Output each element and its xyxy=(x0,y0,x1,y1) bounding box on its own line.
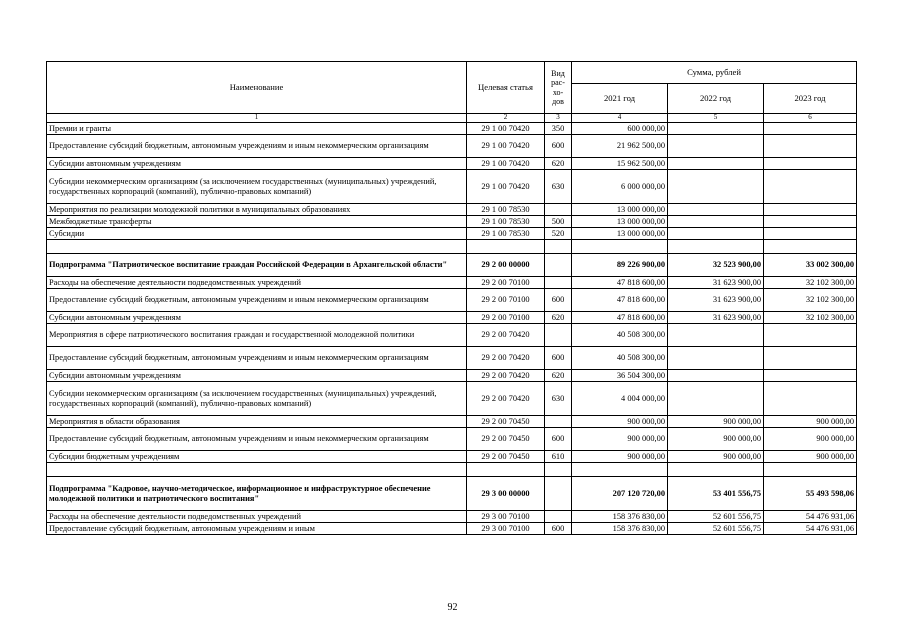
row-name-cell: Подпрограмма "Кадровое, научно-методическое, информационное и инфраструктурное обеспечение молодежной политики и патриотического воспитания" xyxy=(47,477,467,511)
row-expense-type-cell xyxy=(545,416,572,428)
row-sum-2023-cell: 54 476 931,06 xyxy=(764,523,857,535)
row-name-cell: Субсидии автономным учреждениям xyxy=(47,158,467,170)
column-index: 6 xyxy=(764,114,857,123)
row-sum-2023-cell: 900 000,00 xyxy=(764,428,857,451)
row-name-cell: Расходы на обеспечение деятельности подведомственных учреждений xyxy=(47,277,467,289)
row-expense-type-cell: 620 xyxy=(545,312,572,324)
row-sum-2023-cell: 900 000,00 xyxy=(764,416,857,428)
row-sum-2021-cell: 13 000 000,00 xyxy=(572,216,668,228)
table-row xyxy=(47,370,857,382)
column-index: 3 xyxy=(545,114,572,123)
row-sum-2023-cell xyxy=(764,135,857,158)
row-target-cell: 29 2 00 70420 xyxy=(467,370,545,382)
column-index-row xyxy=(47,114,857,123)
header-sum: Сумма, рублей xyxy=(572,62,857,84)
row-sum-2021-cell: 900 000,00 xyxy=(572,451,668,463)
row-target-cell: 29 1 00 70420 xyxy=(467,170,545,204)
row-target-cell: 29 2 00 70100 xyxy=(467,289,545,312)
row-sum-2023-cell xyxy=(764,370,857,382)
row-target-cell: 29 2 00 70100 xyxy=(467,277,545,289)
row-sum-2022-cell xyxy=(668,158,764,170)
table-row xyxy=(47,451,857,463)
row-sum-2023-cell xyxy=(764,204,857,216)
row-name-cell: Субсидии некоммерческим организациям (за исключением государственных (муниципальных) учреждений, государственных корпораций (компаний), публично-правовых компаний) xyxy=(47,382,467,416)
row-expense-type-cell xyxy=(545,477,572,511)
column-index: 4 xyxy=(572,114,668,123)
row-target-cell xyxy=(467,463,545,477)
row-name-cell: Межбюджетные трансферты xyxy=(47,216,467,228)
subprogram-row xyxy=(47,477,857,511)
header-year-2021: 2021 год xyxy=(572,84,668,114)
table-row xyxy=(47,204,857,216)
row-sum-2021-cell: 21 962 500,00 xyxy=(572,135,668,158)
row-target-cell: 29 1 00 70420 xyxy=(467,123,545,135)
row-sum-2021-cell: 900 000,00 xyxy=(572,416,668,428)
row-sum-2021-cell: 4 004 000,00 xyxy=(572,382,668,416)
row-sum-2023-cell: 32 102 300,00 xyxy=(764,312,857,324)
row-target-cell: 29 3 00 70100 xyxy=(467,511,545,523)
row-expense-type-cell: 600 xyxy=(545,347,572,370)
row-sum-2021-cell xyxy=(572,463,668,477)
row-sum-2023-cell: 900 000,00 xyxy=(764,451,857,463)
row-sum-2021-cell: 600 000,00 xyxy=(572,123,668,135)
table-row xyxy=(47,324,857,347)
table-row xyxy=(47,158,857,170)
table-row xyxy=(47,347,857,370)
subprogram-row xyxy=(47,254,857,277)
table-row xyxy=(47,277,857,289)
row-sum-2022-cell: 31 623 900,00 xyxy=(668,289,764,312)
row-sum-2023-cell xyxy=(764,170,857,204)
table-row xyxy=(47,123,857,135)
row-sum-2023-cell: 32 102 300,00 xyxy=(764,289,857,312)
row-sum-2023-cell xyxy=(764,228,857,240)
row-sum-2021-cell: 89 226 900,00 xyxy=(572,254,668,277)
row-sum-2021-cell: 158 376 830,00 xyxy=(572,523,668,535)
table-row xyxy=(47,416,857,428)
row-sum-2021-cell xyxy=(572,240,668,254)
row-sum-2021-cell: 207 120 720,00 xyxy=(572,477,668,511)
row-name-cell: Мероприятия в области образования xyxy=(47,416,467,428)
row-expense-type-cell xyxy=(545,277,572,289)
header-target-article: Целевая статья xyxy=(467,62,545,114)
row-expense-type-cell xyxy=(545,254,572,277)
row-name-cell: Предоставление субсидий бюджетным, автономным учреждениям и иным некоммерческим организациям xyxy=(47,289,467,312)
table-row xyxy=(47,170,857,204)
row-sum-2022-cell: 31 623 900,00 xyxy=(668,312,764,324)
row-name-cell xyxy=(47,240,467,254)
row-sum-2023-cell: 54 476 931,06 xyxy=(764,511,857,523)
row-target-cell: 29 1 00 70420 xyxy=(467,158,545,170)
row-expense-type-cell xyxy=(545,240,572,254)
row-sum-2021-cell: 47 818 600,00 xyxy=(572,277,668,289)
row-name-cell: Субсидии автономным учреждениям xyxy=(47,370,467,382)
row-sum-2022-cell: 53 401 556,75 xyxy=(668,477,764,511)
row-expense-type-cell: 630 xyxy=(545,170,572,204)
row-sum-2021-cell: 47 818 600,00 xyxy=(572,312,668,324)
row-expense-type-cell: 500 xyxy=(545,216,572,228)
header-year-2023: 2023 год xyxy=(764,84,857,114)
row-expense-type-cell xyxy=(545,324,572,347)
column-index: 2 xyxy=(467,114,545,123)
row-sum-2023-cell xyxy=(764,123,857,135)
row-target-cell: 29 1 00 78530 xyxy=(467,204,545,216)
table-row xyxy=(47,289,857,312)
budget-table xyxy=(46,61,857,535)
row-expense-type-cell xyxy=(545,511,572,523)
row-sum-2021-cell: 40 508 300,00 xyxy=(572,324,668,347)
row-name-cell: Мероприятия в сфере патриотического воспитания граждан и государственной молодежной политики xyxy=(47,324,467,347)
row-target-cell xyxy=(467,240,545,254)
row-sum-2022-cell xyxy=(668,123,764,135)
table-row xyxy=(47,382,857,416)
column-index: 1 xyxy=(47,114,467,123)
row-target-cell: 29 2 00 70100 xyxy=(467,312,545,324)
table-row xyxy=(47,135,857,158)
row-sum-2021-cell: 40 508 300,00 xyxy=(572,347,668,370)
row-sum-2022-cell xyxy=(668,228,764,240)
row-sum-2022-cell xyxy=(668,170,764,204)
row-expense-type-cell: 610 xyxy=(545,451,572,463)
row-name-cell: Предоставление субсидий бюджетным, автономным учреждениям и иным некоммерческим организациям xyxy=(47,135,467,158)
row-sum-2023-cell xyxy=(764,158,857,170)
row-expense-type-cell: 600 xyxy=(545,135,572,158)
row-name-cell: Субсидии xyxy=(47,228,467,240)
row-sum-2022-cell xyxy=(668,370,764,382)
row-target-cell: 29 1 00 78530 xyxy=(467,216,545,228)
row-name-cell: Субсидии автономным учреждениям xyxy=(47,312,467,324)
row-expense-type-cell: 620 xyxy=(545,158,572,170)
row-sum-2021-cell: 47 818 600,00 xyxy=(572,289,668,312)
row-name-cell: Субсидии бюджетным учреждениям xyxy=(47,451,467,463)
row-name-cell: Предоставление субсидий бюджетным, автономным учреждениям и иным некоммерческим организациям xyxy=(47,428,467,451)
row-sum-2022-cell: 900 000,00 xyxy=(668,416,764,428)
row-sum-2021-cell: 6 000 000,00 xyxy=(572,170,668,204)
row-sum-2022-cell xyxy=(668,204,764,216)
row-sum-2021-cell: 13 000 000,00 xyxy=(572,228,668,240)
row-expense-type-cell: 520 xyxy=(545,228,572,240)
spacer-row xyxy=(47,463,857,477)
table-row xyxy=(47,511,857,523)
row-expense-type-cell: 600 xyxy=(545,428,572,451)
page-number: 92 xyxy=(447,602,458,613)
row-sum-2022-cell: 900 000,00 xyxy=(668,428,764,451)
row-sum-2022-cell: 900 000,00 xyxy=(668,451,764,463)
row-name-cell: Премии и гранты xyxy=(47,123,467,135)
row-sum-2023-cell xyxy=(764,324,857,347)
header-name: Наименование xyxy=(47,62,467,114)
row-target-cell: 29 1 00 78530 xyxy=(467,228,545,240)
row-expense-type-cell xyxy=(545,204,572,216)
header-year-2022: 2022 год xyxy=(668,84,764,114)
row-target-cell: 29 2 00 00000 xyxy=(467,254,545,277)
row-sum-2022-cell xyxy=(668,347,764,370)
row-sum-2022-cell: 52 601 556,75 xyxy=(668,511,764,523)
row-sum-2023-cell xyxy=(764,382,857,416)
table-row xyxy=(47,216,857,228)
row-name-cell xyxy=(47,463,467,477)
row-target-cell: 29 2 00 70450 xyxy=(467,451,545,463)
row-expense-type-cell: 350 xyxy=(545,123,572,135)
row-name-cell: Предоставление субсидий бюджетным, автономным учреждениям и иным некоммерческим организациям xyxy=(47,347,467,370)
row-sum-2022-cell xyxy=(668,240,764,254)
column-index: 5 xyxy=(668,114,764,123)
row-sum-2023-cell xyxy=(764,463,857,477)
row-sum-2022-cell xyxy=(668,382,764,416)
row-sum-2021-cell: 900 000,00 xyxy=(572,428,668,451)
row-sum-2021-cell: 15 962 500,00 xyxy=(572,158,668,170)
spacer-row xyxy=(47,240,857,254)
row-sum-2022-cell xyxy=(668,135,764,158)
header-expense-type: Вид рас-хо-дов xyxy=(545,62,572,114)
row-sum-2023-cell: 55 493 598,06 xyxy=(764,477,857,511)
row-name-cell: Расходы на обеспечение деятельности подведомственных учреждений xyxy=(47,511,467,523)
row-target-cell: 29 1 00 70420 xyxy=(467,135,545,158)
row-target-cell: 29 2 00 70420 xyxy=(467,382,545,416)
row-name-cell: Предоставление субсидий бюджетным, автономным учреждениям и иным xyxy=(47,523,467,535)
table-row xyxy=(47,428,857,451)
table-row xyxy=(47,523,857,535)
table-row xyxy=(47,228,857,240)
row-sum-2022-cell: 31 623 900,00 xyxy=(668,277,764,289)
row-sum-2021-cell: 158 376 830,00 xyxy=(572,511,668,523)
row-sum-2021-cell: 36 504 300,00 xyxy=(572,370,668,382)
row-sum-2022-cell: 32 523 900,00 xyxy=(668,254,764,277)
row-name-cell: Мероприятия по реализации молодежной политики в муниципальных образованиях xyxy=(47,204,467,216)
row-sum-2023-cell: 33 002 300,00 xyxy=(764,254,857,277)
row-target-cell: 29 2 00 70450 xyxy=(467,428,545,451)
row-expense-type-cell: 600 xyxy=(545,523,572,535)
row-target-cell: 29 2 00 70450 xyxy=(467,416,545,428)
row-sum-2022-cell xyxy=(668,463,764,477)
row-sum-2022-cell: 52 601 556,75 xyxy=(668,523,764,535)
row-sum-2023-cell: 32 102 300,00 xyxy=(764,277,857,289)
row-expense-type-cell: 630 xyxy=(545,382,572,416)
row-name-cell: Субсидии некоммерческим организациям (за исключением государственных (муниципальных) учреждений, государственных корпораций (компаний), публично-правовых компаний) xyxy=(47,170,467,204)
row-sum-2021-cell: 13 000 000,00 xyxy=(572,204,668,216)
row-sum-2023-cell xyxy=(764,347,857,370)
row-expense-type-cell: 600 xyxy=(545,289,572,312)
row-expense-type-cell xyxy=(545,463,572,477)
row-target-cell: 29 2 00 70420 xyxy=(467,324,545,347)
row-sum-2022-cell xyxy=(668,324,764,347)
row-sum-2023-cell xyxy=(764,216,857,228)
row-sum-2022-cell xyxy=(668,216,764,228)
row-target-cell: 29 3 00 70100 xyxy=(467,523,545,535)
row-name-cell: Подпрограмма "Патриотическое воспитание граждан Российской Федерации в Архангельской области" xyxy=(47,254,467,277)
row-sum-2023-cell xyxy=(764,240,857,254)
row-target-cell: 29 2 00 70420 xyxy=(467,347,545,370)
row-expense-type-cell: 620 xyxy=(545,370,572,382)
table-row xyxy=(47,312,857,324)
row-target-cell: 29 3 00 00000 xyxy=(467,477,545,511)
